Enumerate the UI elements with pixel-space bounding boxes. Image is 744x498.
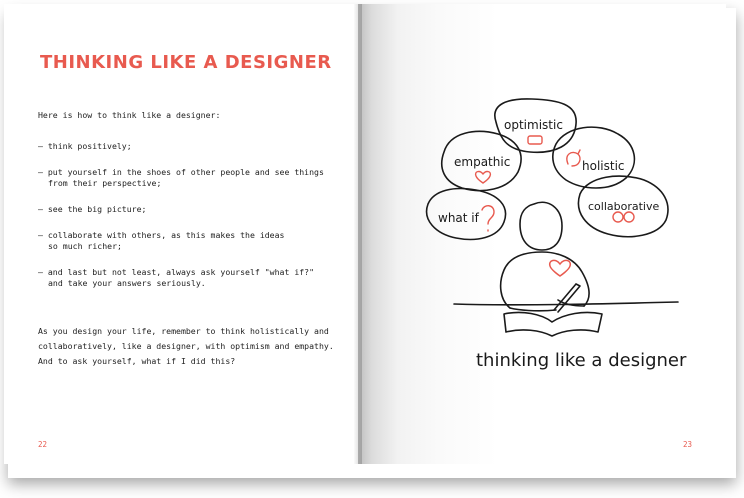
list-item-text-continued: from their perspective; — [48, 178, 162, 188]
bubble-label-collaborative: collaborative — [588, 200, 660, 213]
left-page — [4, 4, 358, 464]
person-body — [501, 252, 589, 308]
question-icon — [482, 206, 494, 231]
list-item-text-continued: so much richer; — [48, 241, 122, 251]
pen — [554, 284, 580, 312]
list-item-text: – put yourself in the shoes of other people and see things — [38, 167, 324, 177]
list-item-text: – see the big picture; — [38, 204, 147, 214]
closing-line: collaboratively, like a designer, with optimism and empathy. — [38, 341, 334, 351]
bubble-label-holistic: holistic — [582, 159, 625, 173]
list-item — [38, 141, 324, 152]
right-page — [358, 4, 726, 464]
list-item — [38, 267, 324, 289]
bubble-label-empathic: empathic — [454, 155, 511, 169]
page-number-right: 23 — [682, 440, 692, 449]
stack-icon — [528, 136, 542, 144]
closing-line: And to ask yourself, what if I did this? — [38, 356, 236, 366]
list-item-text-continued: and take your answers seriously. — [48, 278, 206, 288]
refresh-icon — [567, 150, 580, 166]
list-item — [38, 167, 324, 189]
book-gutter — [354, 4, 362, 464]
person-head — [520, 202, 562, 250]
link-icon — [624, 212, 634, 222]
bubble-label-whatif: what if — [438, 211, 479, 225]
thought-bubble-holistic — [553, 127, 635, 188]
designer-illustration — [358, 4, 726, 464]
list-item-text: – collaborate with others, as this makes the ideas — [38, 230, 285, 240]
illustration-caption: thinking like a designer — [476, 350, 687, 371]
closing-paragraph — [38, 326, 334, 367]
heart-icon — [476, 172, 491, 183]
intro-text: Here is how to think like a designer: — [38, 110, 221, 120]
heart-icon — [550, 260, 571, 276]
closing-line: As you design your life, remember to think holistically and — [38, 326, 329, 336]
list-item-text: – think positively; — [38, 141, 132, 151]
page-title: THINKING LIKE A DESIGNER — [40, 52, 332, 73]
list-item — [38, 230, 324, 252]
person-left-arm — [510, 308, 556, 311]
page-number-left: 22 — [38, 440, 48, 449]
open-book — [504, 312, 602, 336]
list-item-text: – and last but not least, always ask yourself "what if?" — [38, 267, 315, 277]
list-item — [38, 204, 324, 215]
bubble-label-optimistic: optimistic — [504, 118, 563, 132]
link-icon — [613, 212, 623, 222]
bullet-list — [38, 141, 324, 304]
